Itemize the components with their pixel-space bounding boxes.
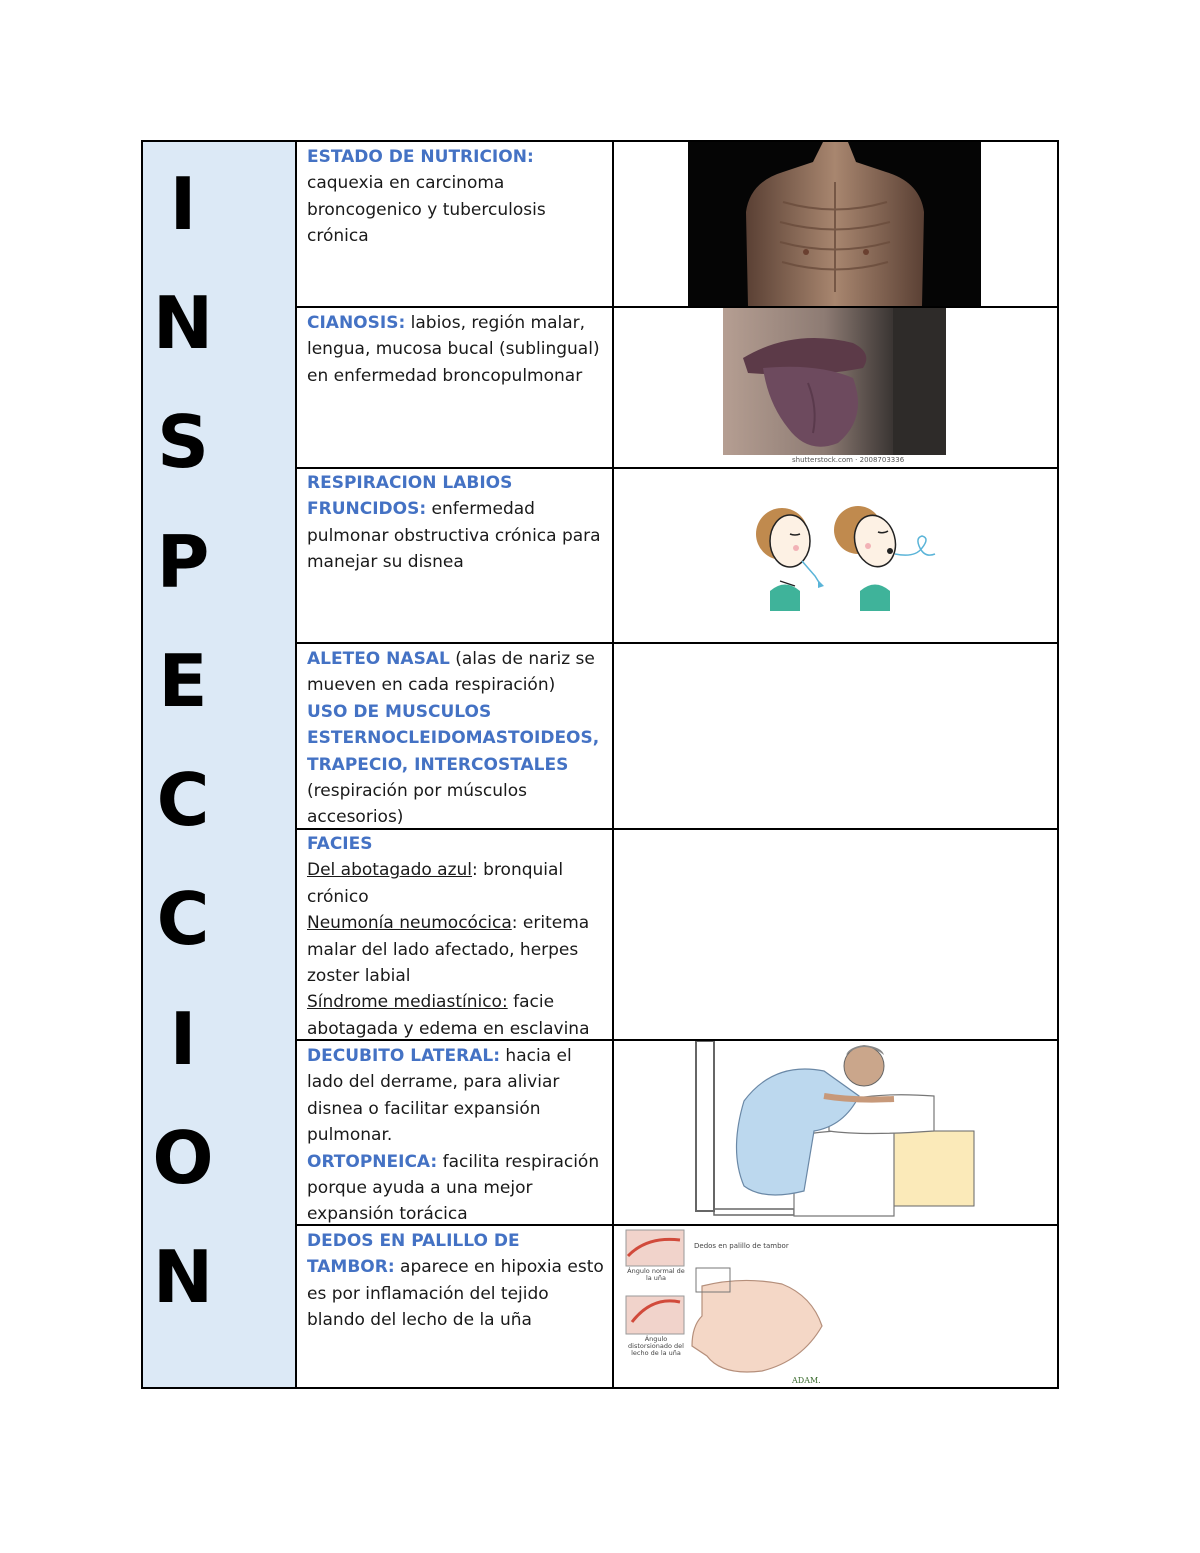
side-letter: E <box>158 638 208 723</box>
facies-body: : bronquial crónico <box>307 860 564 907</box>
row-heading: ORTOPNEICA: <box>307 1151 438 1172</box>
side-letter: P <box>156 519 210 604</box>
ortopnea-illustration <box>694 1041 976 1222</box>
row-heading: ALETEO NASAL <box>307 649 450 669</box>
side-letter: C <box>156 758 210 843</box>
border-col1 <box>295 140 297 1389</box>
row-body: aparece en hipoxia esto es por inflamación del tejido blando del lecho de la uña <box>307 1257 604 1331</box>
row-heading: FACIES <box>307 834 373 854</box>
adam-logo: ADAM. <box>792 1376 821 1385</box>
figure-label-normal: Ángulo normal de la uña <box>627 1267 685 1282</box>
side-letter: S <box>157 400 209 485</box>
row-body: (respiración por músculos accesorios) <box>307 781 528 828</box>
figure-title: Dedos en palillo de tambor <box>694 1242 789 1250</box>
border-row3 <box>295 642 1059 644</box>
row-heading: USO DE MUSCULOS ESTERNOCLEIDOMASTOIDEOS, TRAPECIO, INTERCOSTALES <box>307 701 600 775</box>
row-heading: CIANOSIS: <box>307 313 406 333</box>
row-body: caquexia en carcinoma broncogenico y tuberculosis crónica <box>307 173 546 247</box>
side-letter: O <box>152 1115 214 1200</box>
facies-label: Síndrome mediastínico: <box>307 992 508 1013</box>
side-letter: N <box>152 281 214 366</box>
row-body: enfermedad pulmonar obstructiva crónica para manejar su disnea <box>307 499 601 573</box>
row-heading: DECUBITO LATERAL: <box>307 1046 501 1066</box>
row-heading: RESPIRACION LABIOS FRUNCIDOS: <box>307 473 513 520</box>
image-caption: shutterstock.com · 2008703336 <box>792 456 905 464</box>
figure-label-distorted: Ángulo distorsionado del lecho de la uña <box>628 1335 684 1357</box>
row-dedos-text <box>307 1228 607 1334</box>
border-bottom <box>141 1387 1059 1389</box>
row-nutricion-text <box>307 144 607 250</box>
side-letter: N <box>152 1234 214 1319</box>
side-letter: C <box>156 877 210 962</box>
row-body: (alas de nariz se mueven en cada respiración) <box>307 649 595 696</box>
row-body: labios, región malar, lengua, mucosa bucal (sublingual) en enfermedad broncopulmonar <box>307 313 600 386</box>
row-body: hacia el lado del derrame, para aliviar disnea o facilitar expansión pulmonar. <box>307 1046 572 1146</box>
facies-body: : eritema malar del lado afectado, herpes zoster labial <box>307 913 590 987</box>
border-col2 <box>612 140 614 1389</box>
side-letter: I <box>169 996 197 1081</box>
row-body: facilita respiración porque ayuda a una mejor expansión torácica <box>307 1151 600 1225</box>
row-decubito-text <box>307 1043 607 1228</box>
row-heading: ESTADO DE NUTRICION: <box>307 147 534 167</box>
row-facies-text <box>307 831 607 1042</box>
row-cianosis-text <box>307 310 607 389</box>
dedos-palillo-illustration <box>622 1226 826 1386</box>
border-row2 <box>295 467 1059 469</box>
row-aleteo-text <box>307 646 607 831</box>
side-letter: I <box>169 162 197 246</box>
side-title-inspeccion <box>143 142 223 1387</box>
border-right <box>1057 140 1059 1389</box>
border-left <box>141 140 143 1389</box>
caquexia-photo <box>688 142 981 306</box>
facies-body: facie abotagada y edema en esclavina <box>307 992 590 1039</box>
row-heading: DEDOS EN PALILLO DE TAMBOR: <box>307 1231 520 1278</box>
facies-label: Neumonía neumocócica <box>307 913 512 934</box>
cianosis-photo <box>723 308 946 455</box>
labios-fruncidos-illustration <box>740 496 940 611</box>
row-respiracion-text <box>307 470 607 576</box>
facies-label: Del abotagado azul <box>307 860 473 881</box>
